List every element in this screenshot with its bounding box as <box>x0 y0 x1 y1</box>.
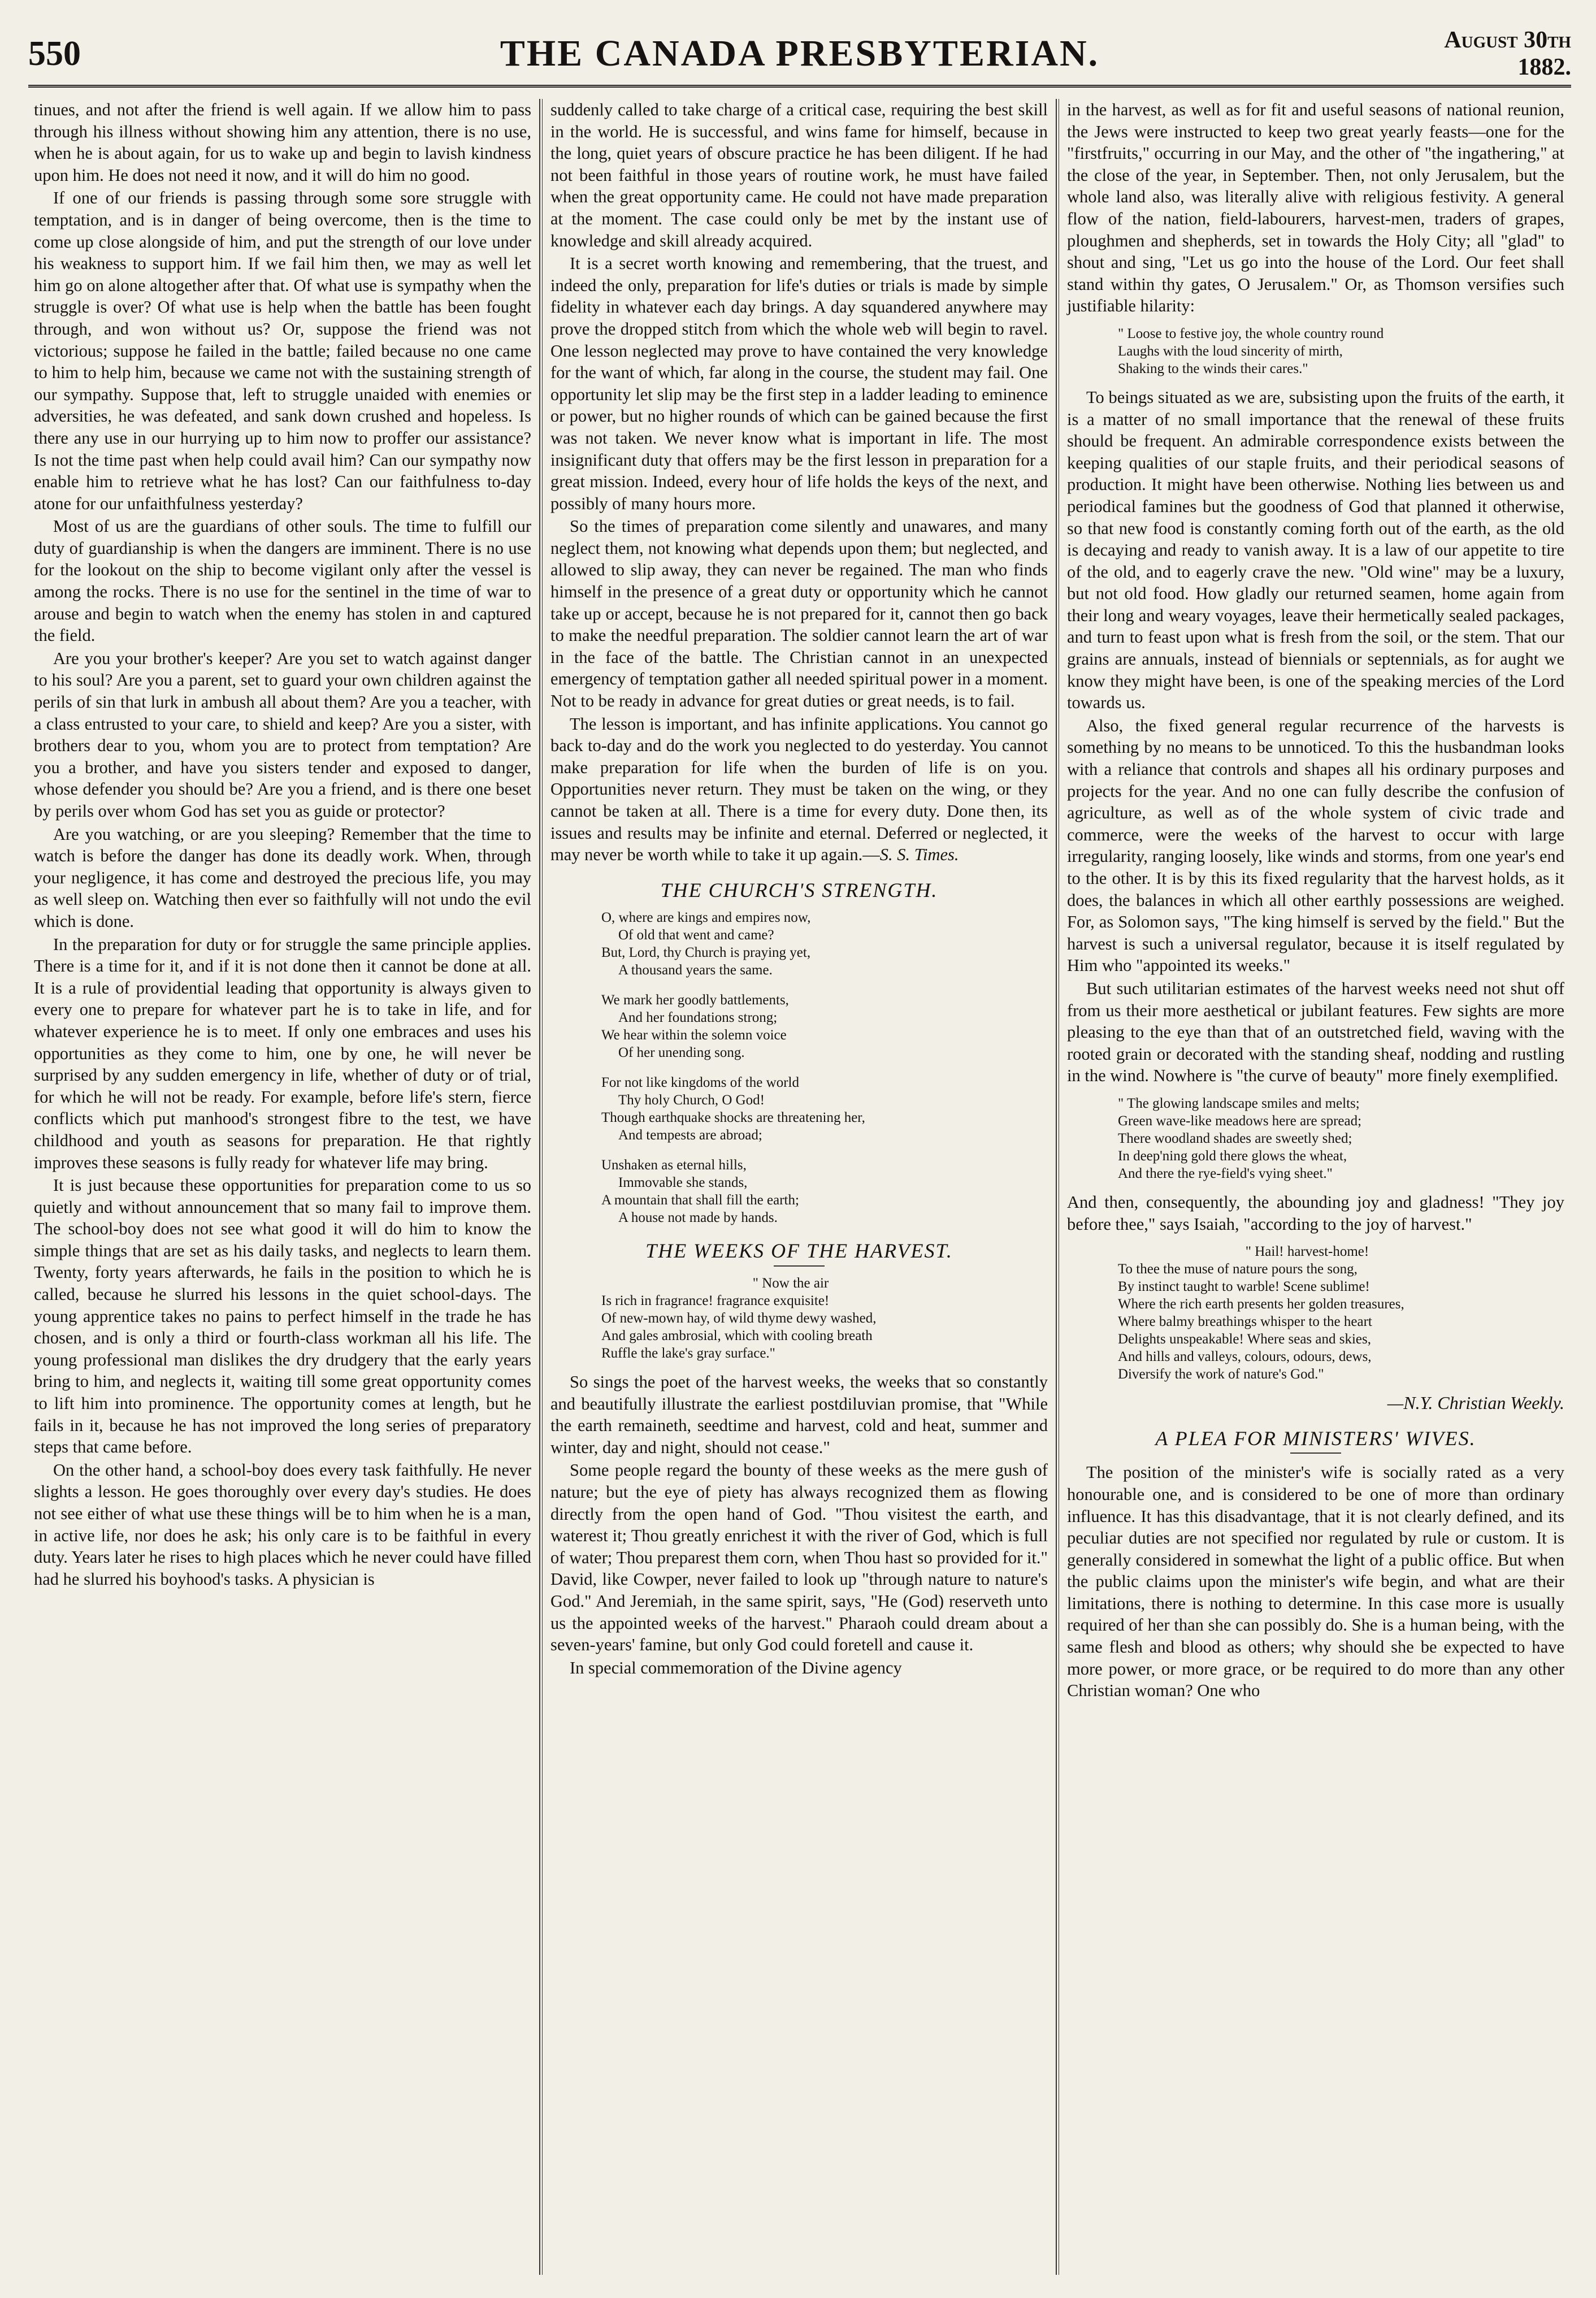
newspaper-title: THE CANADA PRESBYTERIAN. <box>500 33 1100 74</box>
poem-title: THE CHURCH'S STRENGTH. <box>660 878 938 901</box>
paragraph: In special commemoration of the Divine agency <box>570 1658 902 1677</box>
column-2 <box>545 99 1053 2275</box>
title-rule <box>1290 1452 1341 1454</box>
issue-date: August 30th 1882. <box>1444 27 1571 80</box>
paragraph: Most of us are the guardians of other souls. The time to fulfill our duty of guardianship is when the dangers are imminent. There is no use for the lookout on the ship to become vigilant only after the vessel is among the rocks. There is no use for the sentinel in the time of war to arouse and begin to watch when the enemy has stolen in and captured the field. <box>34 517 531 645</box>
paragraph: And then, consequently, the abounding joy and gladness! "They joy before thee," says Isaiah, "according to the joy of harvest." <box>1067 1192 1564 1234</box>
poem-line: Of old that went and came? <box>618 927 774 943</box>
paragraph <box>550 713 1048 866</box>
paragraph: On the other hand, a school-boy does every task faithfully. He never slights a lesson. He goes thoroughly over every day's studies. He does not see either of what use these things will be to him when he is a man, in active life, nor does he ask; his only care is to be faithful in every duty. Years later he rises to high places which he never could have filled had he slurred his boyhood's tasks. A physician is <box>34 1460 531 1589</box>
poem-line: Of her unending song. <box>618 1045 745 1061</box>
epigraph <box>601 1274 1048 1362</box>
paragraph-text: The lesson is important, and has infinite applications. You cannot go back to-day and do the work you neglected to do yesterday. You cannot make preparation for life when the burden of life is on you. Opportunities never return. They must be taken on the wing, or they cannot be taken at all. There is a time for every duty. Done then, its issues and results may be infinite and eternal. Deferred or neglected, it may never be worth while to take it up again.— <box>550 714 1048 865</box>
poem-line: Where balmy breathings whisper to the heart <box>1118 1314 1372 1330</box>
article-title: A PLEA FOR MINISTERS' WIVES. <box>1155 1427 1476 1450</box>
poem-line: To thee the muse of nature pours the song, <box>1118 1261 1358 1277</box>
poem-line: But, Lord, thy Church is praying yet, <box>601 945 811 961</box>
column-rule <box>539 99 543 2275</box>
poem-line: In deep'ning gold there glows the wheat, <box>1118 1148 1347 1164</box>
quotation-thomson <box>1118 325 1564 378</box>
poem-line: We hear within the solemn voice <box>601 1027 787 1043</box>
poem-line: Is rich in fragrance! fragrance exquisite! <box>601 1293 830 1308</box>
poem-churchs-strength <box>601 909 1048 1226</box>
poem-line: " Loose to festive joy, the whole country round <box>1118 326 1384 341</box>
poem-line: " The glowing landscape smiles and melts; <box>1118 1095 1360 1111</box>
poem-line: A thousand years the same. <box>618 962 773 978</box>
poem-line: Where the rich earth presents her golden treasures, <box>1118 1297 1404 1312</box>
paragraph: If one of our friends is passing through some sore struggle with temptation, and is in danger of being overcome, then is the time to come up close alongside of him, and put the strength of our love under his weakness to support him. If we fail him then, we may as well let him go on alone altogether after that. Of what use is sympathy when the struggle is over? Of what use is help when the battle has been fought through, and won without us? Or, suppose the friend was not victorious; suppose he failed in the battle; failed because no one came to him to help him, because we came not with the sustaining strength of our sympathy. Suppose that, left to struggle unaided with enemies or adversities, he was defeated, and sank down crushed and hopeless. Is there any use in our hurrying up to him now to proffer our assistance? Is not the time past when help could avail him? Can our sympathy now enable him to retrieve what he has lost? Can our faithfulness to-day atone for our unfaithfulness yesterday? <box>34 188 531 513</box>
column-3 <box>1061 99 1570 2275</box>
poem-line: And tempests are abroad; <box>618 1128 762 1143</box>
poem-line: Diversify the work of nature's God." <box>1118 1367 1324 1382</box>
title-rule <box>774 1265 825 1267</box>
article-title: THE WEEKS OF THE HARVEST. <box>645 1239 953 1263</box>
paragraph: in the harvest, as well as for fit and useful seasons of national reunion, the Jews were instructed to keep two great yearly feasts—one for the "firstfruits," occurring in our May, and the other of "the ingathering," at the close of the year, in September. Then, not only Jerusalem, but the whole land also, was literally alive with religious festivity. A general flow of the nation, field-labourers, harvest-men, traders of grapes, ploughmen and shepherds, set in towards the Holy City; all "glad" to shout and sing, "Let us go into the house of the Lord. Our feet shall stand within thy gates, O Jerusalem." Or, as Thomson versifies such justifiable hilarity: <box>1067 100 1564 316</box>
paragraph: suddenly called to take charge of a critical case, requiring the best skill in the world. He is successful, and wins fame for himself, because in the long, quiet years of obscure practice he has been diligent. If he had not been faithful in those years of routine work, he must have failed when the great opportunity came. He could not have made preparation at the moment. The case could only be met by the instant use of knowledge and skill already acquired. <box>550 100 1048 250</box>
poem-line: Ruffle the lake's gray surface." <box>601 1345 775 1361</box>
stanza <box>601 1156 1048 1226</box>
poem-line: O, where are kings and empires now, <box>601 910 811 926</box>
column-rule <box>1056 99 1059 2275</box>
poem-line: Laughs with the loud sincerity of mirth, <box>1118 343 1343 359</box>
quotation-glowing-landscape <box>1118 1095 1564 1182</box>
poem-line: We mark her goodly battlements, <box>601 992 789 1008</box>
stanza <box>601 909 1048 979</box>
masthead <box>28 23 1571 88</box>
poem-line: Shaking to the winds their cares." <box>1118 361 1308 376</box>
poem-line: By instinct taught to warble! Scene sublime! <box>1118 1279 1370 1295</box>
poem-line: " Hail! harvest-home! <box>1245 1244 1369 1260</box>
quotation-harvest-home <box>1118 1243 1564 1383</box>
paragraph: Some people regard the bounty of these weeks as the mere gush of nature; but the eye of piety has always recognized them as flowing directly from the open hand of God. "Thou visitest the earth, and waterest it; Thou greatly enrichest it with the river of God, which is full of water; Thou preparest them corn, when Thou hast so provided for it." David, like Cowper, never failed to look up "through nature to nature's God." And Jeremiah, in the same spirit, says, "He (God) reserveth unto us the appointed weeks of the harvest." Pharaoh could dream about a seven-years' famine, but only God could foretell and cause it. <box>550 1460 1048 1655</box>
poem-line: " Now the air <box>752 1275 829 1291</box>
poem-line: Delights unspeakable! Where seas and skies, <box>1118 1332 1372 1347</box>
stanza <box>601 1074 1048 1144</box>
stanza <box>601 991 1048 1061</box>
paragraph: It is a secret worth knowing and remembering, that the truest, and indeed the only, preparation for life's duties or trials is made by simple fidelity in whatever each day brings. A day squandered anywhere may prove the dropped stitch from which the whole web will begin to ravel. One lesson neglected may prove to have contained the very knowledge for the want of which, far along in the course, the student may fail. One opportunity let slip may be the first step in a ladder leading to eminence or power, but no higher rounds of which can be gained because the first was not taken. We never know what is important in life. The most insignificant duty that offers may be the first lesson in preparation for a great mission. Indeed, every hour of life holds the keys of the next, and possibly of many hours more. <box>550 254 1048 513</box>
poem-line: And hills and valleys, colours, odours, dews, <box>1118 1349 1372 1365</box>
poem-line: There woodland shades are sweetly shed; <box>1118 1130 1352 1146</box>
column-1 <box>28 99 537 2275</box>
paragraph: tinues, and not after the friend is well again. If we allow him to pass through his illness without showing him any attention, there is no use, when he is about again, for us to wake up and begin to lavish kindness upon him. He does not need it now, and it will do him no good. <box>34 100 531 185</box>
paragraph: Are you your brother's keeper? Are you set to watch against danger to his soul? Are you a parent, set to guard your own children against the perils of sin that lurk in ambush all about them? Are you a teacher, with a class entrusted to your care, to shield and keep? Are you a sister, with brothers dear to you, whom you are to protect from temptation? Are you a brother, and have you sisters tender and exposed to danger, whose defender you should be? Are you a friend, and is there one beset by perils over whom God has set you as guide or protector? <box>34 648 531 821</box>
source-attribution: —N.Y. Christian Weekly. <box>1387 1393 1564 1414</box>
source-attribution: S. S. Times. <box>879 845 959 865</box>
columns <box>28 99 1571 2275</box>
poem-line: And there the rye-field's vying sheet." <box>1118 1165 1333 1181</box>
poem-line: A mountain that shall fill the earth; <box>601 1193 799 1208</box>
paragraph: To beings situated as we are, subsisting upon the fruits of the earth, it is a matter of no small importance that the renewal of these fruits should be frequent. An admirable correspondence exists between the keeping qualities of our staple fruits, and their periodical seasons of production. It might have been otherwise. Nothing lies between us and periodical famines but the goodness of God that planned it otherwise, so that new food is constantly coming forth out of the earth, as the old is decaying and ready to vanish away. It is a law of our appetite to tire of the old, and to eagerly crave the new. "Old wine" may be a luxury, but not old food. How gladly our returned seamen, home again from their long and weary voyages, leave their hermetically sealed packages, and turn to feast upon what is fresh from the soil, or the stem. That our grains are annuals, instead of biennials or septennials, as for aught we know they might have been, is one of the speaking mercies of the Lord towards us. <box>1067 387 1564 713</box>
poem-line: Immovable she stands, <box>618 1175 748 1191</box>
poem-line: Of new-mown hay, of wild thyme dewy washed, <box>601 1310 877 1326</box>
paragraph: In the preparation for duty or for struggle the same principle applies. There is a time for it, and if it is not done then it cannot be done at all. It is a rule of providential leading that opportunity is always given to every one to prepare for whatever part he is to take in life, and for whatever experience he is to meet. If only one embraces and uses his opportunities as they come to him, one by one, he will never be surprised by any sudden emergency in life, whether of duty or of trial, for which he will not be ready. For example, before life's stern, fierce conflicts which put manhood's strongest fibre to the test, we have childhood and youth as seasons for preparation. He that rightly improves these seasons is fully ready for whatever life may bring. <box>34 934 531 1172</box>
poem-line: Thy holy Church, O God! <box>618 1092 765 1108</box>
poem-line: And her foundations strong; <box>618 1010 778 1026</box>
poem-line: Green wave-like meadows here are spread; <box>1118 1113 1362 1129</box>
paragraph: The position of the minister's wife is socially rated as a very honourable one, and is considered to be one of more than ordinary influence. It has this disadvantage, that it is not clearly defined, and its peculiar duties are not specified nor regulated by rule or custom. It is generally considered in somewhat the light of a public office. But when the public claims upon the minister's wife begin, and what are their limitations, there is nothing to determine. In this case more is usually required of her than she can possibly do. She is a human being, with the same flesh and blood as others; why should she be expected to have more power, or more grace, or be required to do more than any other Christian woman? One who <box>1067 1463 1564 1701</box>
paragraph: Also, the fixed general regular recurrence of the harvests is something by no means to be unnoticed. To this the husbandman looks with a reliance that controls and shapes all his ordinary purposes and projects for the year. And no one can fully describe the confusion of agriculture, as well as of the whole system of civic trade and commerce, were the weeks of the harvest to occur with large irregularity, ranging loosely, like winds and storms, from one year's end to the other. It is by this its fixed regularity that the harvest holds, as it does, the balances in which all other earthly possessions are weighed. For, as Solomon says, "The king himself is served by the field." But the harvest is such a universal regulator, because it is itself regulated by Him who "appointed its weeks." <box>1067 716 1564 975</box>
paragraph: It is just because these opportunities for preparation come to us so quietly and without announcement that so many fail to improve them. The school-boy does not see what good it will do him to know the simple things that are set as his daily tasks, and neglects to learn them. Twenty, forty years afterwards, he fails in the position to which he is called, because he slurred his lessons in the quiet school-days. The young apprentice takes no pains to perfect himself in the trade he has chosen, and is only a third or fourth-class workman all his life. The young professional man dislikes the dry drudgery that the early years bring to him, and neglects it, waiting till some great opportunity comes to lift him into prominence. The opportunity comes at length, but he fails in it, because he has not improved the long series of preparatory steps that came before. <box>34 1176 531 1457</box>
poem-line: Unshaken as eternal hills, <box>601 1157 747 1173</box>
poem-line: A house not made by hands. <box>618 1210 778 1226</box>
paragraph: But such utilitarian estimates of the harvest weeks need not shut off from us their more aesthetical or jubilant features. Few sights are more pleasing to the eye than that of an outstretched field, waving with the rooted grain or decorated with the standing sheaf, nodding and rustling in the wind. Nowhere is "the curve of beauty" more finely exemplified. <box>1067 978 1564 1086</box>
paragraph: Are you watching, or are you sleeping? Remember that the time to watch is before the danger has done its deadly work. When, through your negligence, it has come and destroyed the precious life, you may as well sleep on. Watching then ever so faithfully will not undo the evil which is done. <box>34 824 531 931</box>
page-number: 550 <box>28 34 81 73</box>
newspaper-page <box>28 23 1571 2278</box>
paragraph: So sings the poet of the harvest weeks, the weeks that so constantly and beautifully illustrate the earliest postdiluvian promise, that "While the earth remaineth, seedtime and harvest, cold and heat, summer and winter, day and night, should not cease." <box>550 1372 1048 1457</box>
poem-line: For not like kingdoms of the world <box>601 1075 799 1091</box>
paragraph: So the times of preparation come silently and unawares, and many neglect them, not knowing what depends upon them; but neglected, and allowed to slip away, they can never be regained. The man who finds himself in the presence of a great duty or opportunity which he cannot take up or accept, because he is not prepared for it, cannot then go back to make the needful preparation. The soldier cannot learn the art of war in the face of the battle. The Christian cannot in an unexpected emergency of temptation gather all needed spiritual power in a moment. Not to be ready in advance for great duties or great needs, is to fail. <box>550 517 1048 711</box>
poem-line: Though earthquake shocks are threatening her, <box>601 1110 865 1126</box>
poem-line: And gales ambrosial, which with cooling breath <box>601 1328 873 1343</box>
